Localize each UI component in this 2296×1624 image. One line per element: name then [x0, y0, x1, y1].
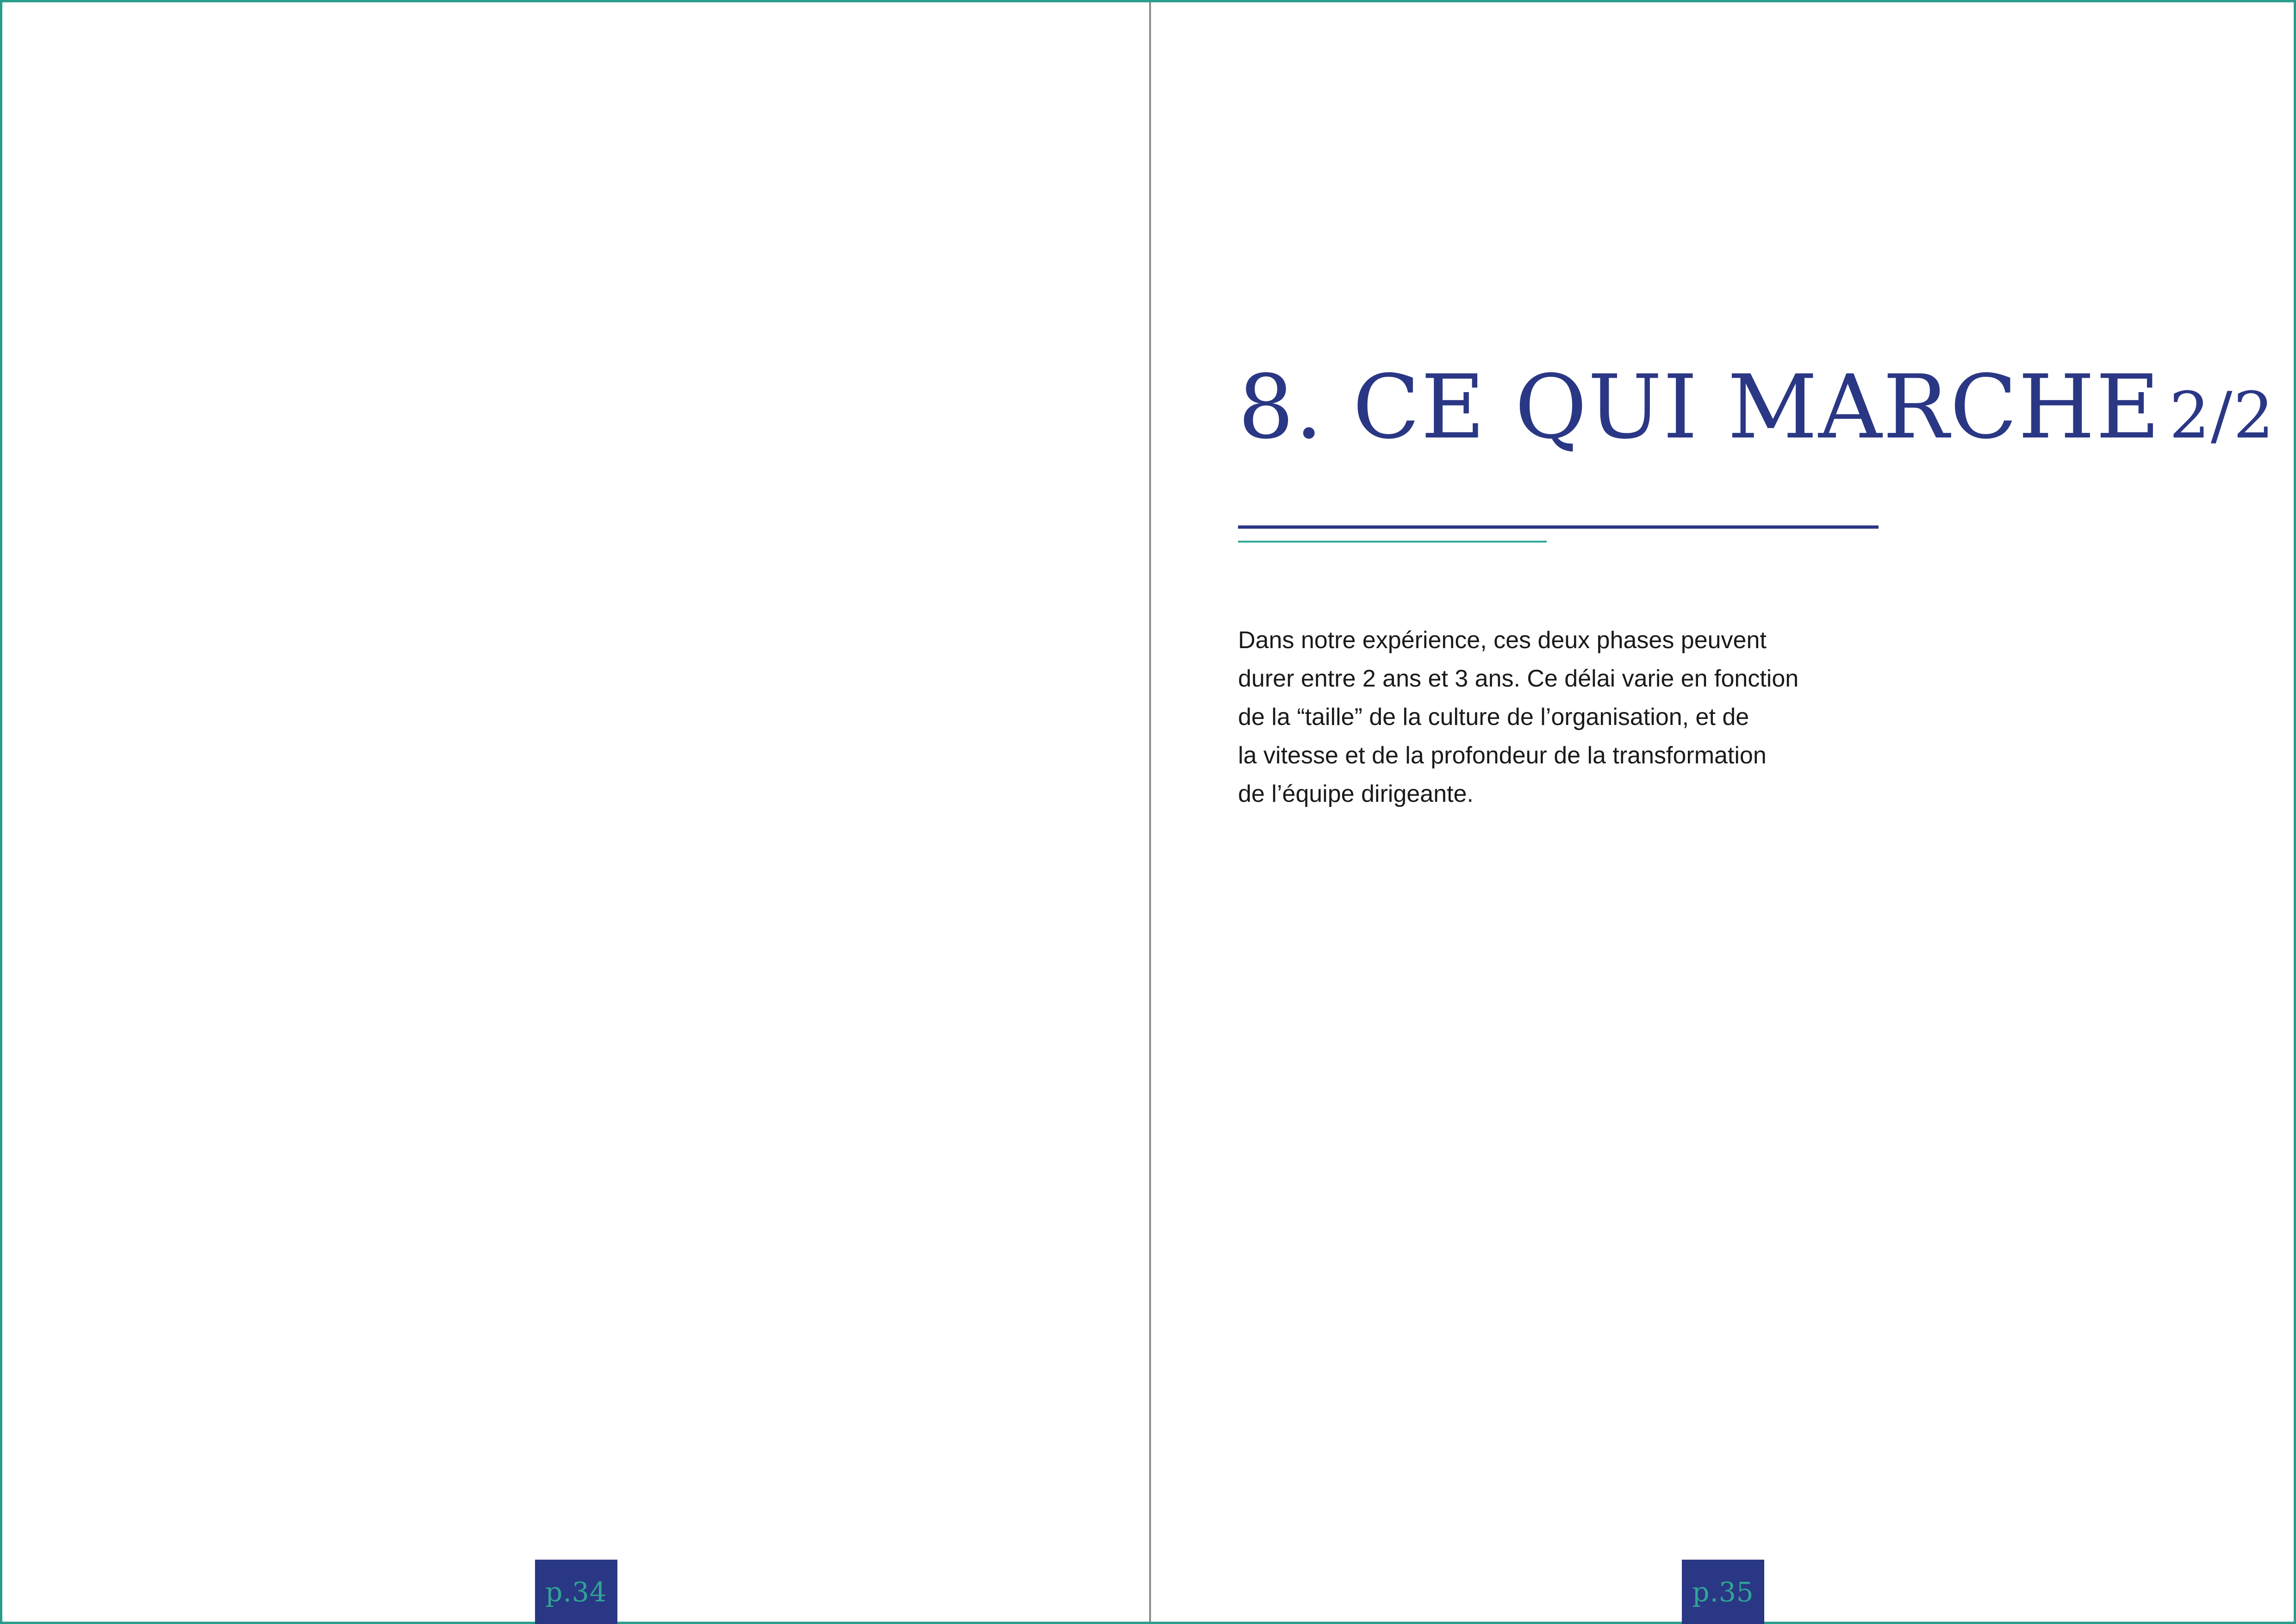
spine-divider [1149, 2, 1151, 1622]
page-number-left: p.34 [545, 1576, 607, 1608]
title-underline [1238, 525, 1879, 529]
page-title-main: 8. CE QUI MARCHE [1238, 356, 2161, 458]
page-number-right: p.35 [1692, 1576, 1754, 1608]
page-title-part: 2/2 [2169, 378, 2275, 453]
page-number-badge-right [1682, 1560, 1764, 1624]
intro-line: de la “taille” de la culture de l’organisation, et de [1238, 704, 1749, 731]
intro-paragraph [1238, 621, 1886, 813]
page-number-badge-left [535, 1560, 617, 1624]
intro-line: la vitesse et de la profondeur de la transformation [1238, 742, 1767, 769]
left-page [2, 2, 1149, 1622]
intro-line: de l’équipe dirigeante. [1238, 781, 1474, 807]
intro-line: Dans notre expérience, ces deux phases peuvent [1238, 627, 1767, 654]
intro-line: durer entre 2 ans et 3 ans. Ce délai varie en fonction [1238, 665, 1799, 692]
right-page [1151, 2, 2296, 1622]
page-title [1238, 356, 2275, 458]
title-accent-underline [1238, 541, 1547, 543]
